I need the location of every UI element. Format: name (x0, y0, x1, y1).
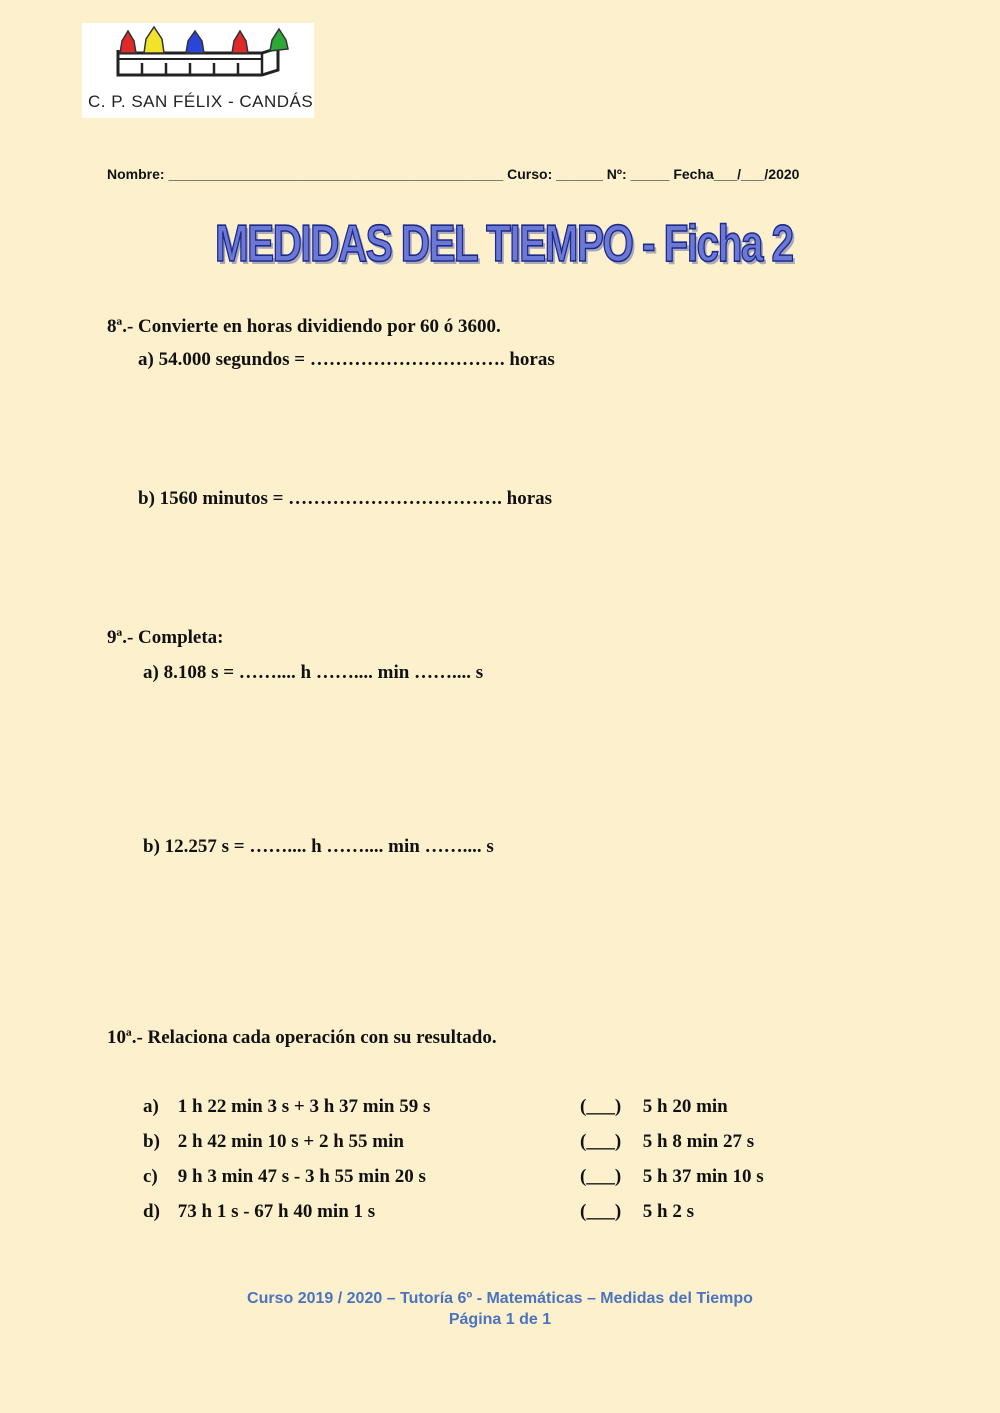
match-answer-c (580, 1166, 764, 1188)
row-label: b) (143, 1131, 160, 1152)
question-8-heading: 8ª.- Convierte en horas dividiendo por 60 ó 3600. (107, 316, 501, 337)
question-9a: a) 8.108 s = …….... h …….... min …….... s (143, 662, 484, 683)
match-row-b (143, 1131, 404, 1153)
operation: 9 h 3 min 47 s - 3 h 55 min 20 s (177, 1166, 426, 1187)
result: 5 h 8 min 27 s (642, 1131, 755, 1152)
page-footer (0, 1288, 1000, 1330)
operation: 1 h 22 min 3 s + 3 h 37 min 59 s (177, 1096, 431, 1117)
row-label: d) (143, 1201, 160, 1222)
result: 5 h 2 s (642, 1201, 694, 1222)
answer-blank[interactable]: (___) (580, 1201, 622, 1222)
question-9b: b) 12.257 s = …….... h …….... min …….... s (143, 836, 494, 857)
match-answer-b (580, 1131, 754, 1153)
row-label: c) (143, 1166, 158, 1187)
question-10-heading: 10ª.- Relaciona cada operación con su resultado. (107, 1027, 497, 1048)
row-label: a) (143, 1096, 159, 1117)
match-row-d (143, 1201, 375, 1223)
school-logo (82, 23, 314, 118)
operation: 2 h 42 min 10 s + 2 h 55 min (177, 1131, 404, 1152)
match-answer-d (580, 1201, 694, 1223)
question-8b: b) 1560 minutos = ……………………………. horas (138, 488, 553, 509)
footer-page-number: Página 1 de 1 (448, 1311, 552, 1328)
footer-course-line: Curso 2019 / 2020 – Tutoría 6º - Matemáticas – Medidas del Tiempo (247, 1290, 753, 1307)
question-8a: a) 54.000 segundos = …………………………. horas (138, 349, 555, 370)
answer-blank[interactable]: (___) (580, 1096, 622, 1117)
answer-blank[interactable]: (___) (580, 1131, 622, 1152)
operation: 73 h 1 s - 67 h 40 min 1 s (177, 1201, 376, 1222)
match-answer-a (580, 1096, 728, 1118)
result: 5 h 20 min (642, 1096, 728, 1117)
match-row-a (143, 1096, 430, 1118)
result: 5 h 37 min 10 s (642, 1166, 764, 1187)
question-9-heading: 9ª.- Completa: (107, 627, 224, 648)
page-title: MEDIDAS DEL TIEMPO - Ficha 2 (214, 215, 793, 273)
logo-text: C. P. SAN FÉLIX - CANDÁS (88, 92, 314, 111)
student-info-line: Nombre: ___________________________________________ Curso: ______ Nº: _____ Fecha___/___/2020 (107, 166, 800, 182)
match-row-c (143, 1166, 426, 1188)
answer-blank[interactable]: (___) (580, 1166, 622, 1187)
